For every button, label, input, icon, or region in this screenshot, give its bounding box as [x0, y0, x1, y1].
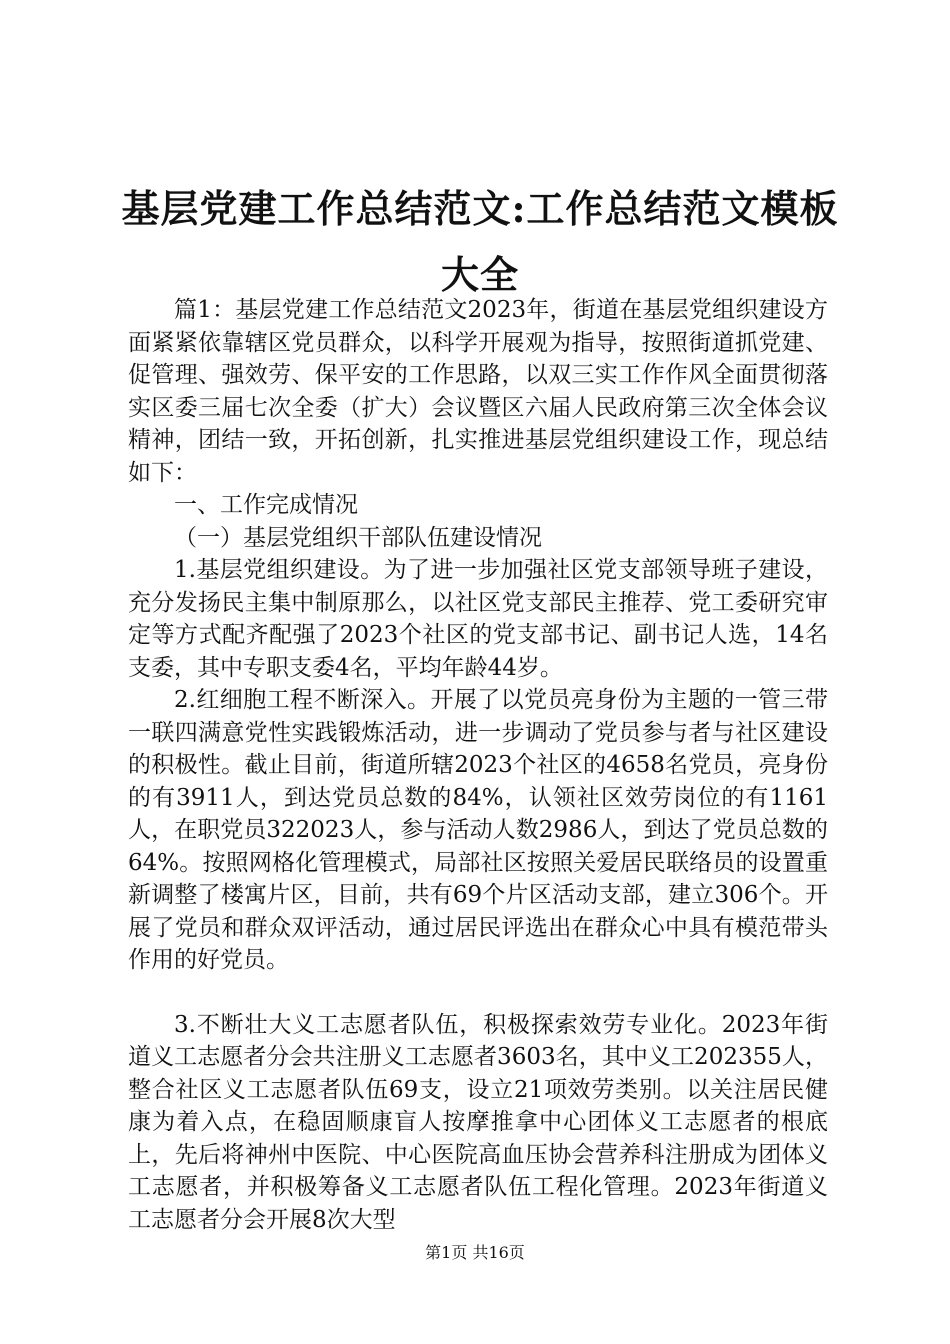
paragraph-intro: 篇1：基层党建工作总结范文2023年，街道在基层党组织建设方面紧紧依靠辖区党员群众，以科学开展观为指导，按照街道抓党建、促管理、强效劳、保平安的工作思路，以双三实工作作风全面贯彻落实区委三届七次全委（扩大）会议暨区六届人民政府第三次全体会议精神，团结一致，开拓创新，扎实推进基层党组织建设工作，现总结如下： [128, 297, 828, 486]
subsection-heading: （一）基层党组织干部队伍建设情况 [174, 524, 542, 551]
section-heading: 一、工作完成情况 [174, 492, 358, 518]
document-body [128, 294, 828, 1236]
paragraph-item-1: 1.基层党组织建设。为了进一步加强社区党支部领导班子建设，充分发扬民主集中制原那么，以社区党支部民主推荐、党工委研究审定等方式配齐配强了2023个社区的党支部书记、副书记人选，14名支委，其中专职支委4名，平均年龄44岁。 [128, 557, 828, 681]
paragraph-item-3: 3.不断壮大义工志愿者队伍，积极探索效劳专业化。2023年街道义工志愿者分会共注册义工志愿者3603名，其中义工202355人，整合社区义工志愿者队伍69支，设立21项效劳类别。以关注居民健康为着入点，在稳固顺康盲人按摩推拿中心团体义工志愿者的根底上，先后将神州中医院、中心医院高血压协会营养科注册成为团体义工志愿者，并积极筹备义工志愿者队伍工程化管理。2023年街道义工志愿者分会开展8次大型 [128, 1011, 828, 1233]
page-footer: 第1页 共16页 [425, 1243, 525, 1262]
document-title: 基层党建工作总结范文:工作总结范文模板大全 [121, 186, 839, 297]
paragraph-item-2: 2.红细胞工程不断深入。开展了以党员亮身份为主题的一管三带一联四满意党性实践锻炼活动，进一步调动了党员参与者与社区建设的积极性。截止目前，街道所辖2023个社区的4658名党员，亮身份的有3911人，到达党员总数的84%，认领社区效劳岗位的有1161人，在职党员322023人，参与活动人数2986人，到达了党员总数的64%。按照网格化管理模式，局部社区按照关爱居民联络员的设置重新调整了楼寓片区，目前，共有69个片区活动支部，建立306个。开展了党员和群众双评活动，通过居民评选出在群众心中具有模范带头作用的好党员。 [128, 687, 828, 973]
